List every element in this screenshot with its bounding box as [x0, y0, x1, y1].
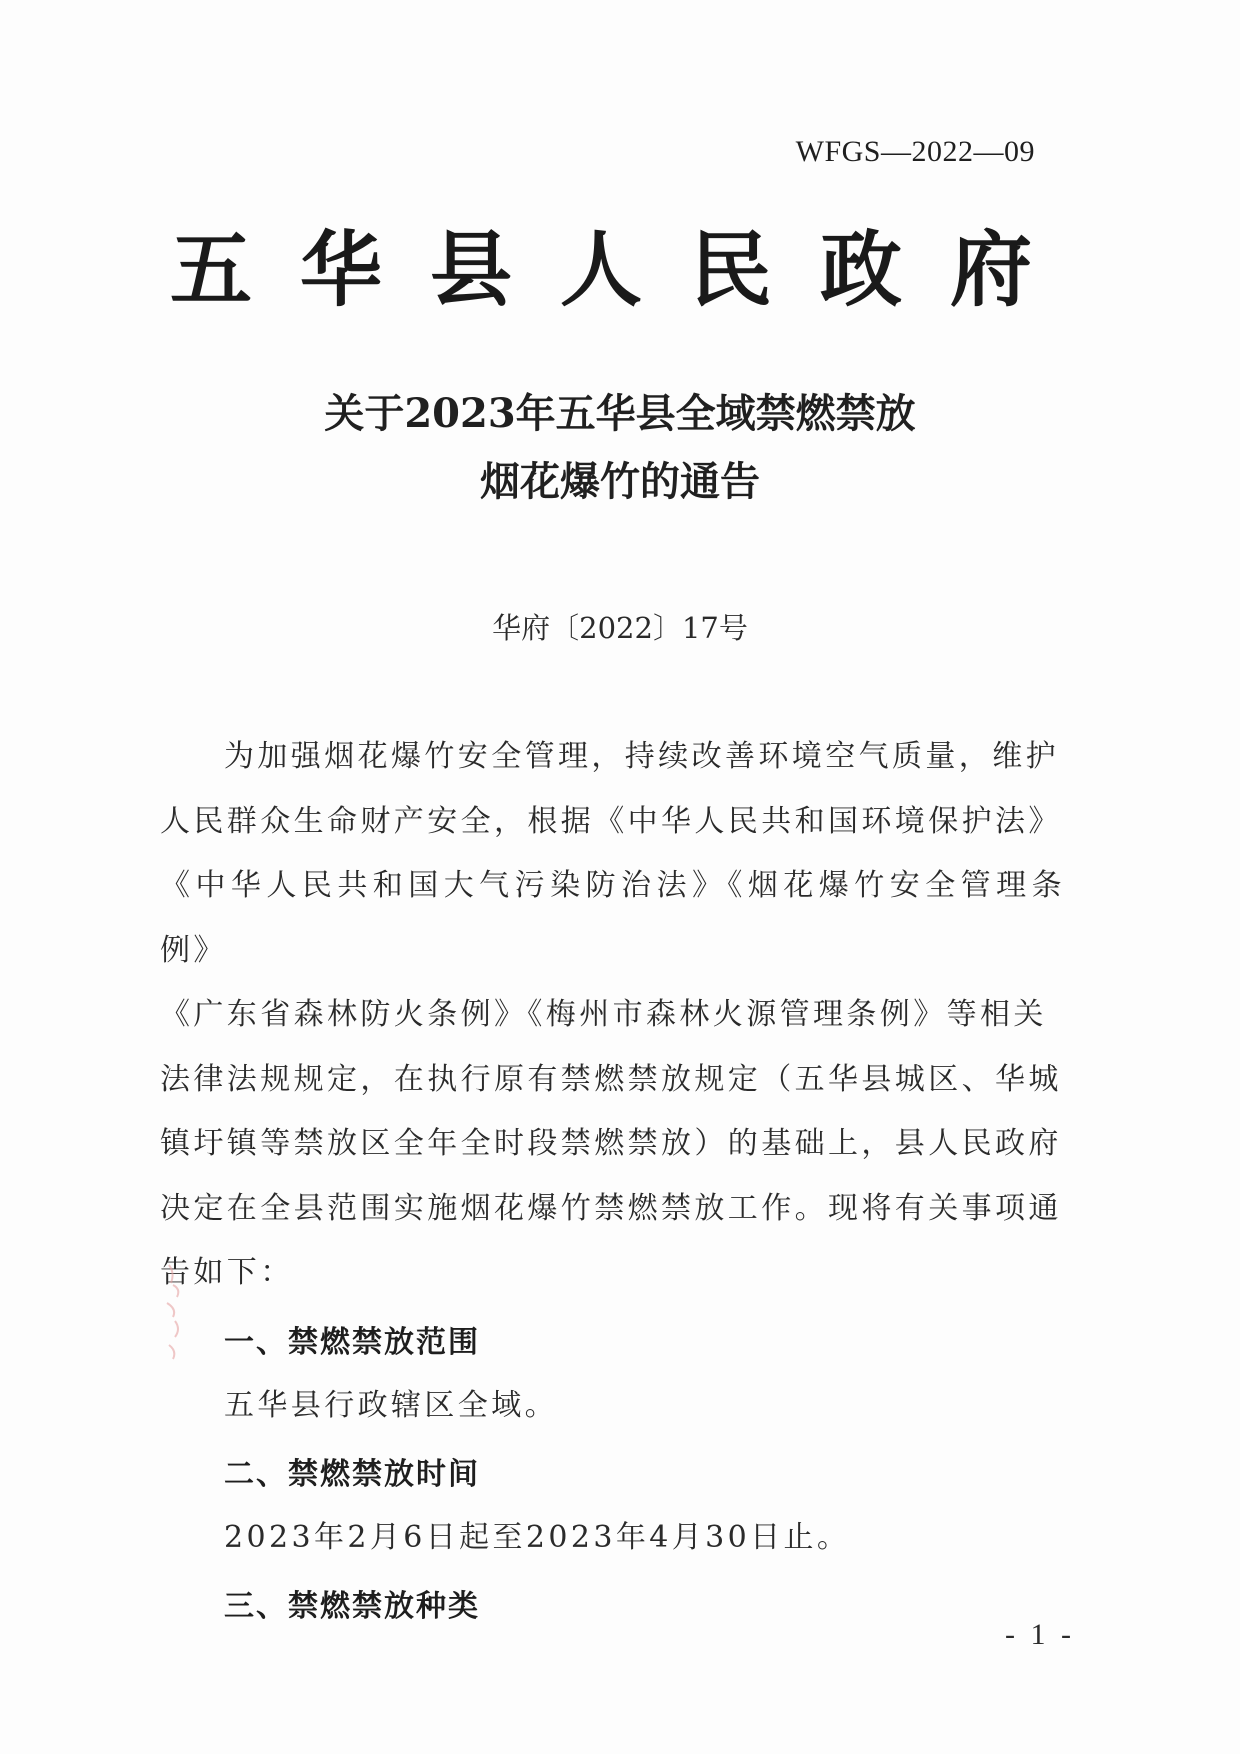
intro-line: 为加强烟花爆竹安全管理，持续改善环境空气质量，维护	[224, 739, 1059, 774]
document-number: 华府〔2022〕17号	[492, 611, 748, 645]
intro-line: 《广东省森林防火条例》《梅州市森林火源管理条例》等相关	[160, 997, 1047, 1032]
seal-fragment-mark	[163, 1255, 203, 1375]
section-text-time: 2023年2月6日起至2023年4月30日止。	[224, 1519, 851, 1555]
section-heading-time: 二、禁燃禁放时间	[224, 1456, 480, 1492]
intro-line: 《中华人民共和国大气污染防治法》《烟花爆竹安全管理条例》	[160, 868, 1065, 968]
document-title	[140, 380, 1100, 516]
intro-line: 镇圩镇等禁放区全年全时段禁燃禁放）的基础上，县人民政府	[160, 1126, 1062, 1161]
section-text-scope: 五华县行政辖区全域。	[224, 1387, 558, 1423]
title-line-1: 关于2023年五华县全域禁燃禁放	[324, 390, 916, 437]
intro-line: 人民群众生命财产安全，根据《中华人民共和国环境保护法》	[160, 803, 1062, 839]
page-number: - 1 -	[1005, 1618, 1075, 1651]
intro-line: 法律法规规定，在执行原有禁燃禁放规定（五华县城区、华城	[160, 1061, 1062, 1097]
issuer-name: 五华县人民政府	[170, 222, 1081, 318]
document-code: WFGS—2022—09	[795, 135, 1035, 168]
document-body	[160, 725, 1065, 1638]
intro-line: 告如下：	[160, 1255, 294, 1290]
intro-line: 决定在全县范围实施烟花爆竹禁燃禁放工作。现将有关事项通	[160, 1190, 1062, 1226]
section-heading-scope: 一、禁燃禁放范围	[224, 1324, 480, 1360]
title-line-2: 烟花爆竹的通告	[480, 458, 760, 505]
section-heading-types: 三、禁燃禁放种类	[224, 1588, 480, 1624]
